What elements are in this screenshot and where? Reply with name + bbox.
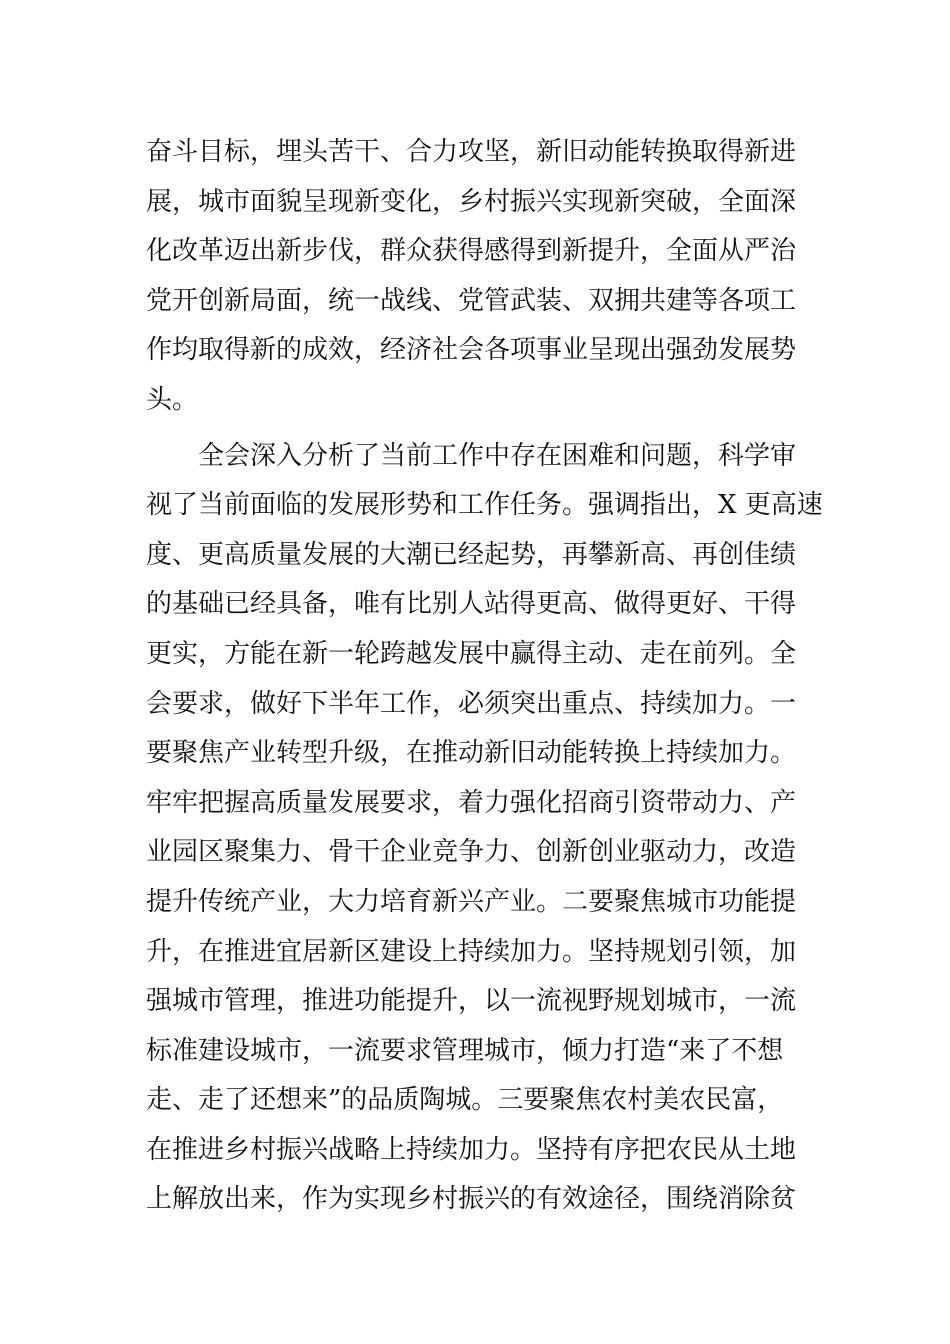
text-line: 走、走了还想来”的品质陶城。三要聚焦农村美农民富， <box>146 1085 784 1116</box>
text-line: 度、更高质量发展的大潮已经起势，再攀新高、再创佳绩 <box>146 539 797 570</box>
paragraph-2 <box>146 432 823 1226</box>
text-line: 会要求，做好下半年工作，必须突出重点、持续加力。一 <box>146 688 797 719</box>
text-line: 化改革迈出新步伐，群众获得感得到新提升，全面从严治 <box>146 236 797 267</box>
text-line: 业园区聚集力、骨干企业竞争力、创新创业驱动力，改造 <box>146 837 797 868</box>
text-line-first: 全会深入分析了当前工作中存在困难和问题，科学审 <box>198 440 797 471</box>
text-line: 更实，方能在新一轮跨越发展中赢得主动、走在前列。全 <box>146 638 797 669</box>
text-line: 在推进乡村振兴战略上持续加力。坚持有序把农民从土地 <box>146 1134 797 1165</box>
text-line: 标准建设城市，一流要求管理城市，倾力打造“来了不想 <box>146 1035 784 1066</box>
text-line: 牢牢把握高质量发展要求，着力强化招商引资带动力、产 <box>146 787 797 818</box>
paragraph-1 <box>146 128 806 426</box>
text-line: 头。 <box>146 384 199 415</box>
text-line: 展，城市面貌呈现新变化，乡村振兴实现新突破，全面深 <box>146 186 797 217</box>
text-line: 的基础已经具备，唯有比别人站得更高、做得更好、干得 <box>146 589 797 620</box>
text-line: 升，在推进宜居新区建设上持续加力。坚持规划引领，加 <box>146 936 797 967</box>
document-body <box>146 128 823 1225</box>
text-line: 上解放出来，作为实现乡村振兴的有效途径，围绕消除贫 <box>146 1184 797 1215</box>
text-line: 作均取得新的成效，经济社会各项事业呈现出强劲发展势 <box>146 335 797 366</box>
text-line: 提升传统产业，大力培育新兴产业。二要聚焦城市功能提 <box>146 886 797 917</box>
text-line: 要聚焦产业转型升级，在推动新旧动能转换上持续加力。 <box>146 738 797 769</box>
text-line: 视了当前面临的发展形势和工作任务。强调指出，X 更高速 <box>146 490 823 521</box>
text-line: 党开创新局面，统一战线、党管武装、双拥共建等各项工 <box>146 285 797 316</box>
text-line: 奋斗目标，埋头苦干、合力攻坚，新旧动能转换取得新进 <box>146 137 797 167</box>
text-line: 强城市管理，推进功能提升，以一流视野规划城市，一流 <box>146 986 797 1017</box>
